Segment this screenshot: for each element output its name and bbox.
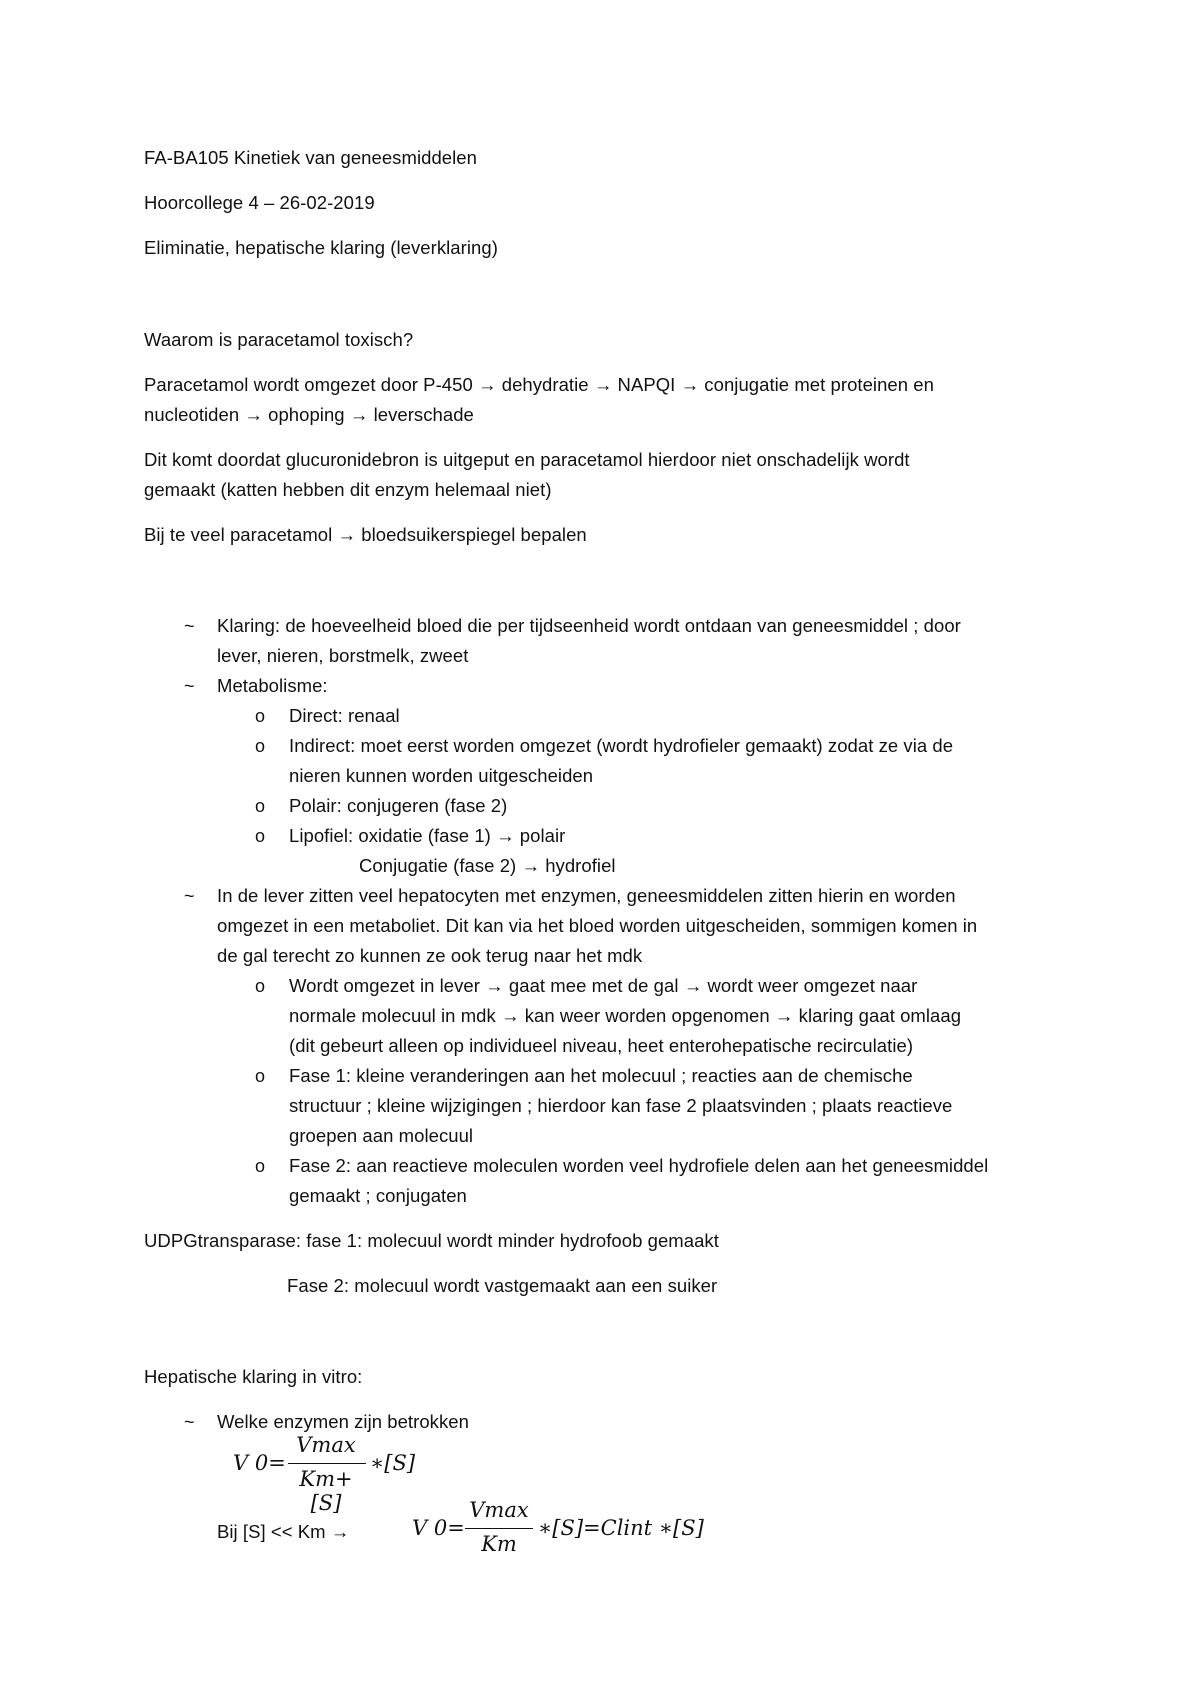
list-bullet-sub: o [255,736,266,756]
list-item-text: In de lever zitten veel hepatocyten met enzymen, geneesmiddelen zitten hierin en worden [217,885,956,906]
list-item-text: Welke enzymen zijn betrokken [217,1411,469,1432]
fraction-bar [465,1528,533,1529]
sublist-item-text: normale molecuul in mdk → kan weer worden opgenomen → klaring gaat omlaag [289,1005,962,1026]
list-bullet-sub: o [255,976,266,996]
sublist-item-text: nieren kunnen worden uitgescheiden [289,765,594,786]
formula-numerator: Vmax [469,1498,529,1522]
paragraph-line: Paracetamol wordt omgezet door P-450 → dehydratie → NAPQI → conjugatie met proteinen en [144,374,934,395]
sublist-item-text: Wordt omgezet in lever → gaat mee met de gal → wordt weer omgezet naar [289,975,918,996]
list-item-text: omgezet in een metaboliet. Dit kan via het bloed worden uitgescheiden, sommigen komen in [217,915,978,936]
paragraph-line: gemaakt (katten hebben dit enzym helemaal niet) [144,479,552,500]
list-bullet-sub: o [255,1066,266,1086]
list-item-text: lever, nieren, borstmelk, zweet [217,645,469,666]
list-bullet-main: ~ [184,1412,195,1432]
formula-rhs: ∗[S] [370,1451,416,1475]
list-bullet-sub: o [255,1156,266,1176]
list-item-text: Klaring: de hoeveelheid bloed die per tijdseenheid wordt ontdaan van geneesmiddel ; door [217,615,961,636]
sublist-item-text: Polair: conjugeren (fase 2) [289,795,508,816]
sublist-item-text: (dit gebeurt alleen op individueel niveau, heet enterohepatische recirculatie) [289,1035,914,1056]
sublist-item-text: Direct: renaal [289,705,400,726]
course-title: FA-BA105 Kinetiek van geneesmiddelen [144,147,477,168]
formula-rhs: ∗[S]=Clint ∗[S] [538,1516,704,1540]
fraction-bar [288,1463,366,1464]
list-bullet-sub: o [255,706,266,726]
formula-lhs: V 0= [233,1451,286,1475]
question-line: Waarom is paracetamol toxisch? [144,329,414,350]
section-heading: Hepatische klaring in vitro: [144,1366,363,1387]
sublist-item-text: structuur ; kleine wijzigingen ; hierdoor kan fase 2 plaatsvinden ; plaats reactieve [289,1095,953,1116]
topic-line: Eliminatie, hepatische klaring (leverklaring) [144,237,498,258]
lecture-line: Hoorcollege 4 – 26-02-2019 [144,192,375,213]
list-item-text: Metabolisme: [217,675,328,696]
list-item-text: de gal terecht zo kunnen ze ook terug naar het mdk [217,945,643,966]
formula-denominator: Km [481,1532,517,1556]
formula-lhs: V 0= [412,1516,465,1540]
sublist-item-text: Fase 2: aan reactieve moleculen worden veel hydrofiele delen aan het geneesmiddel [289,1155,989,1176]
sublist-item-text: Fase 1: kleine veranderingen aan het molecuul ; reacties aan de chemische [289,1065,913,1086]
sublist-item-text: gemaakt ; conjugaten [289,1185,467,1206]
list-bullet-main: ~ [184,616,195,636]
formula-denominator: Km+[S] [299,1467,353,1515]
sublist-item-text: Indirect: moet eerst worden omgezet (wordt hydrofieler gemaakt) zodat ze via de [289,735,954,756]
list-bullet-sub: o [255,826,266,846]
paragraph-line: nucleotiden → ophoping → leverschade [144,404,474,425]
paragraph-line: Bij te veel paracetamol → bloedsuikerspiegel bepalen [144,524,587,545]
paragraph-line: Fase 2: molecuul wordt vastgemaakt aan een suiker [287,1275,718,1296]
formula-numerator: Vmax [296,1433,356,1457]
sublist-item-text: Conjugatie (fase 2) → hydrofiel [359,855,616,876]
list-bullet-main: ~ [184,676,195,696]
sublist-item-text: Lipofiel: oxidatie (fase 1) → polair [289,825,566,846]
paragraph-line: Dit komt doordat glucuronidebron is uitgeput en paracetamol hierdoor niet onschadelijk wordt [144,449,910,470]
condition-text: Bij [S] << Km → [217,1521,350,1542]
list-bullet-sub: o [255,796,266,816]
paragraph-line: UDPGtransparase: fase 1: molecuul wordt minder hydrofoob gemaakt [144,1230,719,1251]
sublist-item-text: groepen aan molecuul [289,1125,474,1146]
list-bullet-main: ~ [184,886,195,906]
